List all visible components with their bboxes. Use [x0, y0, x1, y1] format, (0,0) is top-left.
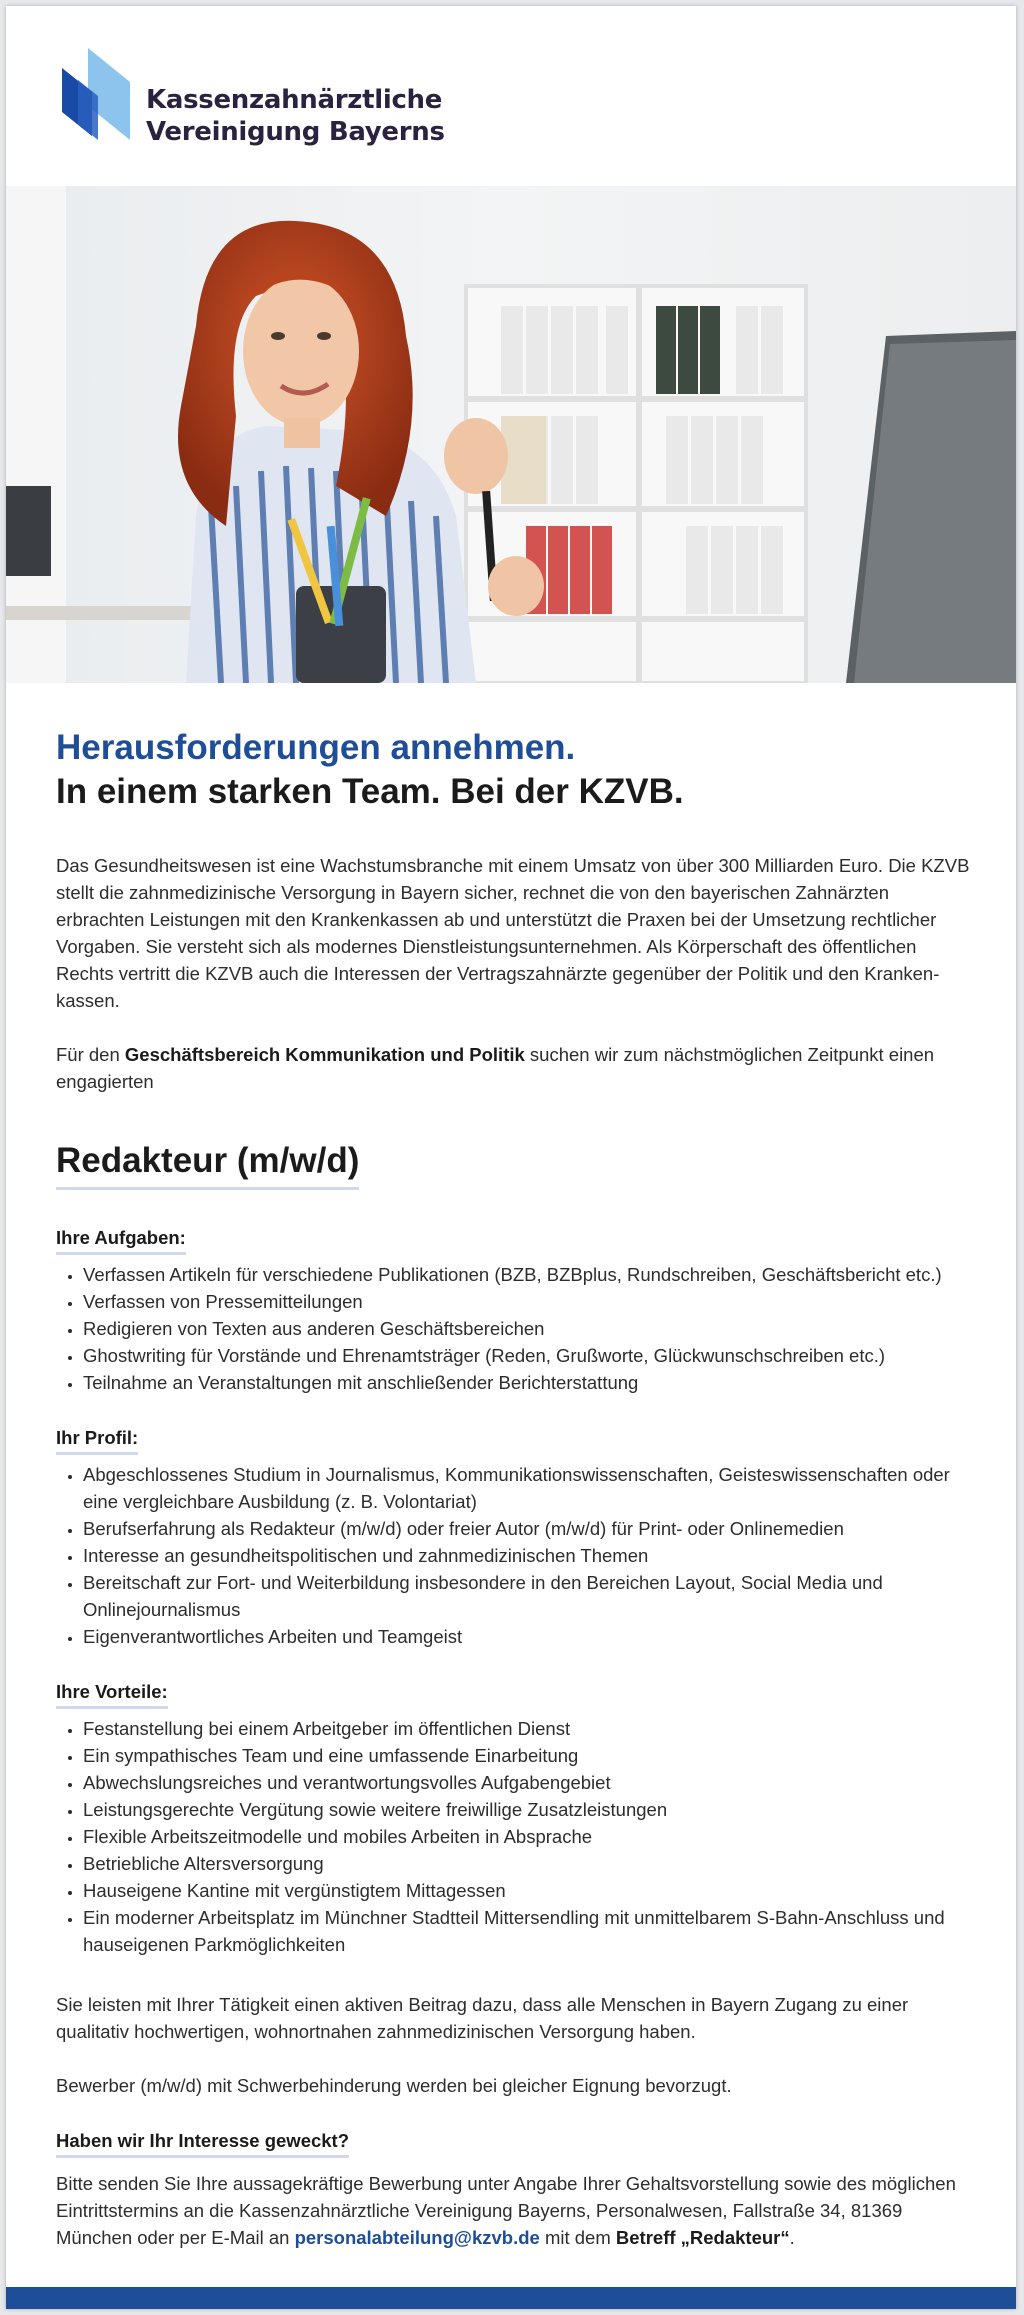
- list-item: • Redigieren von Texten aus anderen Geschäftsbereichen: [83, 1315, 976, 1342]
- profile-list: [56, 1461, 976, 1650]
- email-link[interactable]: personalabteilung@kzvb.de: [294, 2227, 540, 2248]
- closing-paragraph: Sie leisten mit Ihrer Tätigkeit einen aktiven Beitrag dazu, dass alle Menschen in Bayern Zugang zu einer qualitativ hochwertigen, wohnortnahen zahnmedizinischen Versorgung haben.: [56, 1994, 909, 2042]
- department-name: Geschäftsbereich Kommunikation und Politik: [124, 1044, 525, 1065]
- intro-paragraph: Das Gesundheitswesen ist eine Wachstumsbranche mit einem Umsatz von über 300 Milliarden Euro. Die KZVB stellt die zahnmedizinische Versorgung in Bayern sicher, rechnet die von den bayerischen Zahnärzten erbrachten Leistungen mit den Krankenkassen ab und unterstützt die Praxen bei der Umsetzung rechtlicher Vorgaben. Sie versteht sich als modernes Dienstleistungsunternehmen. Als Körperschaft des öffentlichen Rechts vertritt die KZVB auch die Interessen der Vertragszahnärzte gegenüber der Politik und den Krankenkassen.: [56, 855, 970, 1011]
- logo-wordmark: [146, 84, 445, 148]
- hero-photo: [6, 186, 1016, 683]
- department-suffix: suchen wir zum nächstmöglichen Zeitpunkt einen engagierten: [56, 1044, 935, 1092]
- contact-text-after: .: [789, 2227, 795, 2248]
- list-item: • Leistungsgerechte Vergütung sowie weitere freiwillige Zusatzleistungen: [83, 1796, 976, 1823]
- main-content: [56, 726, 976, 2251]
- list-item: • Verfassen Artikeln für verschiedene Publikationen (BZB, BZBplus, Rundschreiben, Geschäftsbericht etc.): [83, 1261, 976, 1288]
- department-paragraph: [56, 1041, 976, 1095]
- job-title: Redakteur (m/w/d): [56, 1139, 359, 1190]
- list-item: • Betriebliche Altersversorgung: [83, 1850, 976, 1877]
- list-item: • Festanstellung bei einem Arbeitgeber im öffentlichen Dienst: [83, 1715, 976, 1742]
- header: [6, 6, 1016, 186]
- list-item: • Ein moderner Arbeitsplatz im Münchner Stadtteil Mittersendling mit unmittelbarem S-Bahn-Anschluss und hauseigenen Parkmöglichkeiten: [83, 1904, 976, 1958]
- headline-dark: In einem starken Team. Bei der KZVB.: [56, 772, 684, 811]
- list-item: • Bereitschaft zur Fort- und Weiterbildung insbesondere in den Bereichen Layout, Social Media und Onlinejournalismus: [83, 1569, 976, 1623]
- tasks-heading: Ihre Aufgaben:: [56, 1226, 186, 1255]
- headline-blue: Herausforderungen annehmen.: [56, 728, 576, 767]
- contact-text-middle: mit dem: [539, 2227, 616, 2248]
- logo-line-2: Vereinigung Bayerns: [146, 117, 445, 147]
- benefits-heading: Ihre Vorteile:: [56, 1680, 168, 1709]
- contact-paragraph: [56, 2170, 976, 2251]
- list-item: • Flexible Arbeitszeitmodelle und mobiles Arbeiten in Absprache: [83, 1823, 976, 1850]
- list-item: • Eigenverantwortliches Arbeiten und Teamgeist: [83, 1623, 976, 1650]
- tasks-list: [56, 1261, 976, 1396]
- department-prefix: Für den: [56, 1044, 125, 1065]
- contact-heading: Haben wir Ihr Interesse geweckt?: [56, 2129, 349, 2158]
- list-item: • Ghostwriting für Vorstände und Ehrenamtsträger (Reden, Grußworte, Glückwunschschreiben etc.): [83, 1342, 976, 1369]
- list-item: • Hauseigene Kantine mit vergünstigtem Mittagessen: [83, 1877, 976, 1904]
- list-item: • Interesse an gesundheitspolitischen und zahnmedizinischen Themen: [83, 1542, 976, 1569]
- list-item: • Abgeschlossenes Studium in Journalismus, Kommunikationswissenschaften, Geisteswissenschaften oder eine vergleichbare Ausbildung (z. B. Volontariat): [83, 1461, 976, 1515]
- profile-heading: Ihr Profil:: [56, 1426, 138, 1455]
- list-item: • Berufserfahrung als Redakteur (m/w/d) oder freier Autor (m/w/d) für Print- oder Onlinemedien: [83, 1515, 976, 1542]
- job-ad-card: [6, 6, 1016, 2309]
- contact-subject: Betreff „Redakteur“: [615, 2227, 790, 2248]
- benefits-list: [56, 1715, 976, 1958]
- kzvb-logo-icon: [58, 48, 130, 148]
- disability-note: Bewerber (m/w/d) mit Schwerbehinderung werden bei gleicher Eignung bevorzugt.: [56, 2075, 732, 2096]
- list-item: • Ein sympathisches Team und eine umfassende Einarbeitung: [83, 1742, 976, 1769]
- list-item: • Verfassen von Pressemitteilungen: [83, 1288, 976, 1315]
- footer-bar: [6, 2287, 1016, 2309]
- list-item: • Abwechslungsreiches und verantwortungsvolles Aufgabengebiet: [83, 1769, 976, 1796]
- contact-text-before: Bitte senden Sie Ihre aussagekräftige Bewerbung unter Angabe Ihrer Gehaltsvorstellung sowie des möglichen Eintrittstermins an die Kassenzahnärztliche Vereinigung Bayerns, Personalwesen, Fallstraße 34, 81369 München oder per E-Mail an: [56, 2173, 956, 2248]
- list-item: • Teilnahme an Veranstaltungen mit anschließender Berichterstattung: [83, 1369, 976, 1396]
- logo-line-1: Kassenzahnärztliche: [146, 85, 443, 115]
